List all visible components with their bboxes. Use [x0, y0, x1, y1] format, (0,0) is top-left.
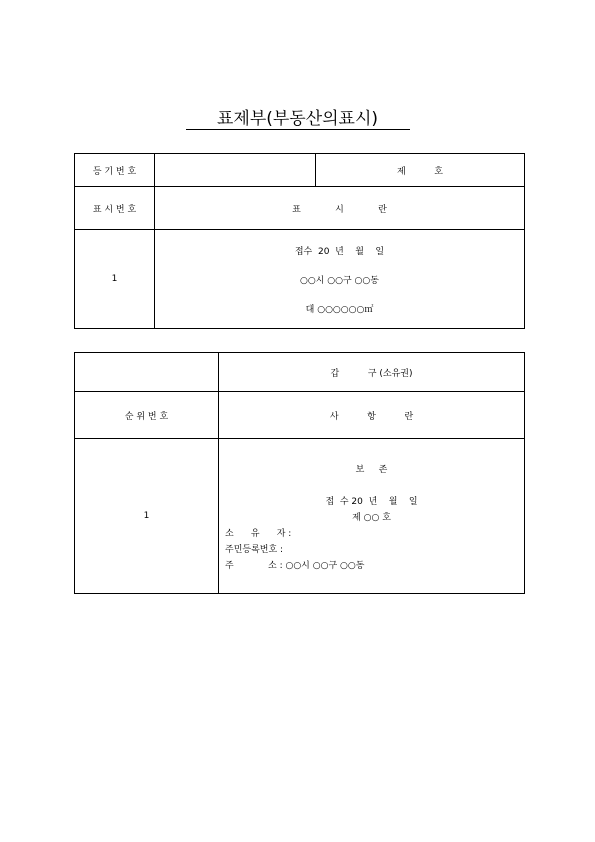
display-receipt-date: 접수 20 년 월 일	[294, 246, 385, 257]
display-number-label: 표 시 번 호	[75, 187, 155, 230]
resident-number-field: 주민등록번호 :	[225, 544, 284, 555]
registration-number-suffix: 제 호	[316, 154, 525, 187]
section-label: 갑 구 (소유권)	[219, 353, 525, 392]
rank-header-row	[75, 392, 525, 439]
preservation-label: 보 존	[355, 464, 388, 475]
display-entry-row	[75, 230, 525, 329]
property-display-table	[74, 153, 525, 329]
ownership-receipt-date: 접 수 20 년 월 일	[325, 496, 418, 507]
matters-column-label: 사 항 란	[219, 392, 525, 439]
section-header-row	[75, 353, 525, 392]
display-entry-content	[155, 230, 525, 329]
display-entry-number: 1	[75, 230, 155, 329]
owner-field: 소 유 자 :	[225, 528, 292, 539]
display-header-row	[75, 187, 525, 230]
ownership-entry-content	[219, 439, 525, 594]
ownership-receipt-number: 제 ○○ 호	[352, 512, 391, 523]
owner-address-field: 주 소 : ○○시 ○○구 ○○동	[225, 560, 365, 571]
document-title: 표제부(부동산의표시)	[216, 109, 379, 129]
display-column-label: 표 시 란	[155, 187, 525, 230]
rank-number-label: 순 위 번 호	[75, 392, 219, 439]
display-address: ○○시 ○○구 ○○동	[300, 275, 379, 286]
ownership-entry-row	[75, 439, 525, 594]
ownership-section-table	[74, 352, 525, 594]
registration-number-value	[155, 154, 316, 187]
display-area: 대 ○○○○○○㎡	[305, 304, 374, 315]
section-header-blank	[75, 353, 219, 392]
ownership-entry-number: 1	[75, 439, 219, 594]
title-underline	[186, 129, 410, 130]
registration-number-label: 등 기 번 호	[75, 154, 155, 187]
registration-number-row	[75, 154, 525, 187]
